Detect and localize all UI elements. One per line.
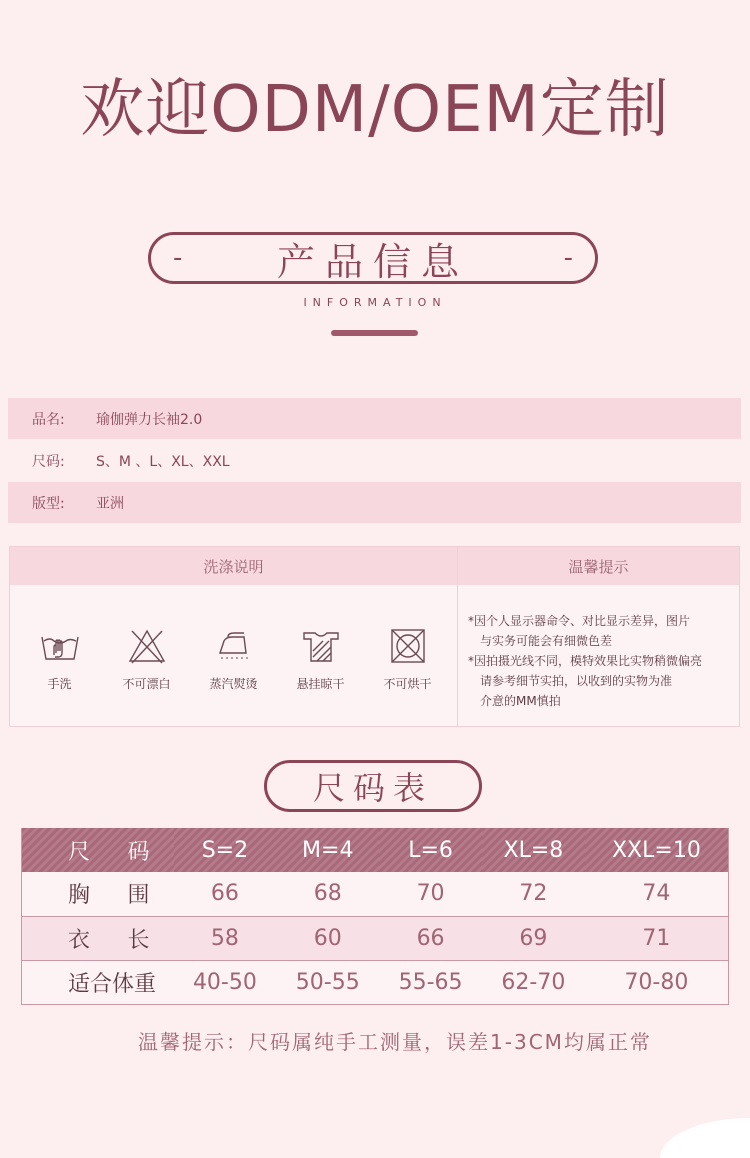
- product-info-list: [8, 398, 741, 524]
- tip-line: 请参考细节实拍，以收到的实物为准: [480, 674, 673, 688]
- table-cell: 62-70: [482, 960, 585, 1004]
- row-label-char: 码: [127, 839, 150, 865]
- table-cell: 74: [585, 872, 729, 916]
- tip-line: *因拍摄光线不同，模特效果比实物稍微偏亮: [468, 654, 703, 668]
- no-bleach-icon: [127, 627, 167, 665]
- table-cell: 40-50: [174, 960, 277, 1004]
- hand-wash-icon: [40, 627, 80, 665]
- care-label: 不可烘干: [383, 677, 432, 691]
- table-row-chest: [22, 872, 729, 916]
- page-corner: [660, 1118, 750, 1158]
- info-label: 尺码:: [32, 453, 65, 470]
- tip-line: 与实务可能会有细微色差: [480, 634, 613, 648]
- info-value: S、M 、L、XL、XXL: [96, 453, 230, 470]
- table-row-weight: [22, 960, 729, 1004]
- product-info-title: 产品信息: [276, 239, 469, 284]
- table-cell: 58: [174, 916, 277, 960]
- row-label: [22, 872, 174, 916]
- info-label: 品名:: [32, 411, 65, 428]
- info-row-name: [8, 398, 741, 439]
- care-label: 不可漂白: [122, 677, 171, 691]
- no-tumble-dry-icon: [388, 627, 428, 665]
- hang-dry-icon: [301, 627, 341, 665]
- row-label: [22, 960, 174, 1004]
- care-instructions: [10, 547, 458, 726]
- table-cell: M=4: [276, 828, 379, 872]
- tips-header: 温馨提示: [458, 547, 739, 585]
- table-cell: 72: [482, 872, 585, 916]
- table-cell: XXL=10: [585, 828, 729, 872]
- care-item-steam-iron: [193, 627, 275, 692]
- warm-tips: [458, 547, 739, 726]
- banner-dash-right: -: [563, 243, 573, 273]
- care-item-no-bleach: [106, 627, 188, 692]
- steam-iron-icon: [214, 627, 254, 665]
- care-item-hand-wash: [19, 627, 101, 692]
- care-icon-list: [10, 585, 457, 692]
- information-subtitle: INFORMATION: [303, 296, 447, 309]
- care-header: 洗涤说明: [10, 547, 457, 585]
- section-divider-bar: [331, 330, 418, 336]
- care-label: 手洗: [47, 677, 72, 691]
- size-chart-table: [21, 828, 729, 1005]
- hero-title: 欢迎ODM/OEM定制: [80, 73, 670, 147]
- banner-dash-left: -: [173, 243, 183, 273]
- row-label: [22, 916, 174, 960]
- row-label-char: 衣: [68, 927, 91, 953]
- info-value: 亚洲: [96, 495, 124, 512]
- table-cell: 71: [585, 916, 729, 960]
- care-and-tips-panel: [9, 546, 740, 727]
- row-label-text: 适合体重: [68, 971, 157, 997]
- info-label: 版型:: [32, 495, 65, 512]
- table-cell: 66: [174, 872, 277, 916]
- tip-line: *因个人显示器命令、对比显示差异，图片: [468, 614, 691, 628]
- care-label: 悬挂晾干: [296, 677, 345, 691]
- table-cell: 55-65: [379, 960, 482, 1004]
- table-cell: 50-55: [276, 960, 379, 1004]
- info-row-fit: [8, 482, 741, 523]
- row-label-char: 围: [127, 883, 150, 909]
- tip-line: 介意的MM慎拍: [480, 694, 561, 708]
- row-label: [22, 828, 174, 872]
- size-chart-banner: 尺码表: [264, 760, 482, 812]
- info-row-size: [8, 440, 741, 481]
- row-label-char: 胸: [68, 883, 91, 909]
- row-label-char: 长: [127, 927, 150, 953]
- table-row-length: [22, 916, 729, 960]
- table-cell: 60: [276, 916, 379, 960]
- table-cell: XL=8: [482, 828, 585, 872]
- size-footnote: 温馨提示：尺码属纯手工测量，误差1-3CM均属正常: [138, 1030, 652, 1054]
- table-cell: 68: [276, 872, 379, 916]
- table-cell: L=6: [379, 828, 482, 872]
- table-cell: 69: [482, 916, 585, 960]
- care-item-hang-dry: [280, 627, 362, 692]
- tips-text: [458, 585, 739, 711]
- care-item-no-tumble-dry: [367, 627, 449, 692]
- table-cell: 70-80: [585, 960, 729, 1004]
- table-cell: S=2: [174, 828, 277, 872]
- table-header-row: [22, 828, 729, 872]
- row-label-char: 尺: [68, 839, 91, 865]
- table-cell: 66: [379, 916, 482, 960]
- care-label: 蒸汽熨烫: [209, 677, 258, 691]
- table-cell: 70: [379, 872, 482, 916]
- info-value: 瑜伽弹力长袖2.0: [96, 411, 203, 428]
- product-info-banner: [148, 232, 598, 284]
